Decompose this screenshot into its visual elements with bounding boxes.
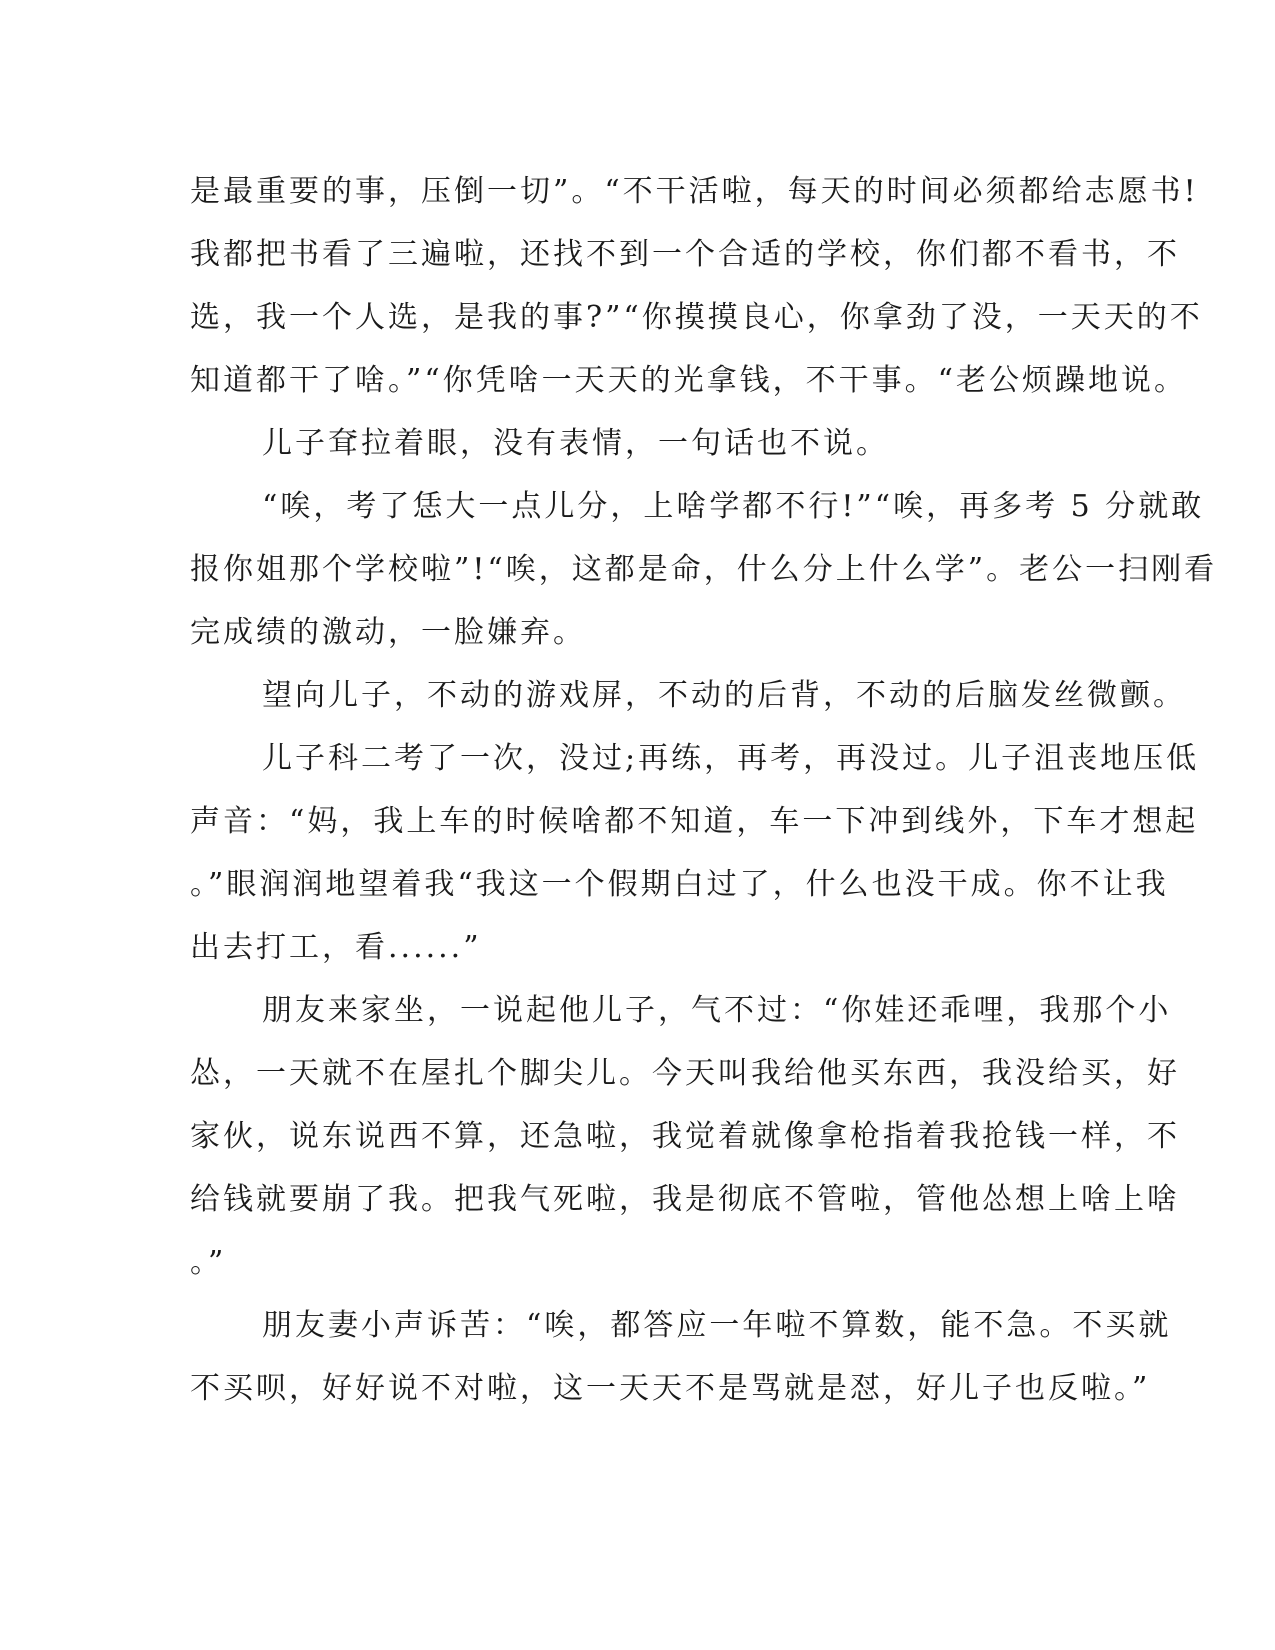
text-line: 报你姐那个学校啦”!“唉，这都是命，什么分上什么学”。老公一扫刚看 (190, 552, 1218, 587)
text-line: 家伙，说东说西不算，还急啦，我觉着就像拿枪指着我抢钱一样，不 (190, 1119, 1180, 1154)
paragraph-start-line: “唉，考了恁大一点儿分，上啥学都不行!”“唉，再多考 5 分就敢 (262, 489, 1205, 524)
text-line: 完成绩的激动，一脸嫌弃。 (190, 615, 586, 650)
text-line: 不买呗，好好说不对啦，这一天天不是骂就是怼，好儿子也反啦。” (190, 1371, 1151, 1406)
paragraph-start-line: 望向儿子，不动的游戏屏，不动的后背，不动的后脑发丝微颤。 (262, 678, 1186, 713)
paragraph-start-line: 朋友妻小声诉苦：“唉，都答应一年啦不算数，能不急。不买就 (262, 1308, 1172, 1343)
text-line: 怂，一天就不在屋扎个脚尖儿。今天叫我给他买东西，我没给买，好 (190, 1056, 1180, 1091)
paragraph-start-line: 儿子耷拉着眼，没有表情，一句话也不说。 (262, 426, 889, 461)
paragraph-start-line: 儿子科二考了一次，没过;再练，再考，再没过。儿子沮丧地压低 (262, 741, 1200, 776)
text-line: 知道都干了啥。”“你凭啥一天天的光拿钱，不干事。“老公烦躁地说。 (190, 363, 1188, 398)
text-line: 给钱就要崩了我。把我气死啦，我是彻底不管啦，管他怂想上啥上啥 (190, 1182, 1180, 1217)
text-line: 选，我一个人选，是我的事?”“你摸摸良心，你拿劲了没，一天天的不 (190, 300, 1203, 335)
text-line: 出去打工，看......” (190, 930, 482, 965)
text-line: 。”眼润润地望着我“我这一个假期白过了，什么也没干成。你不让我 (190, 867, 1169, 902)
text-line: 声音：“妈，我上车的时候啥都不知道，车一下冲到线外，下车才想起 (190, 804, 1199, 839)
document-body (190, 160, 1218, 1420)
text-line: 。” (190, 1245, 227, 1280)
text-line: 我都把书看了三遍啦，还找不到一个合适的学校，你们都不看书，不 (190, 237, 1180, 272)
paragraph-start-line: 朋友来家坐，一说起他儿子，气不过：“你娃还乖哩，我那个小 (262, 993, 1172, 1028)
text-line: 是最重要的事，压倒一切”。“不干活啦，每天的时间必须都给志愿书! (190, 174, 1199, 209)
